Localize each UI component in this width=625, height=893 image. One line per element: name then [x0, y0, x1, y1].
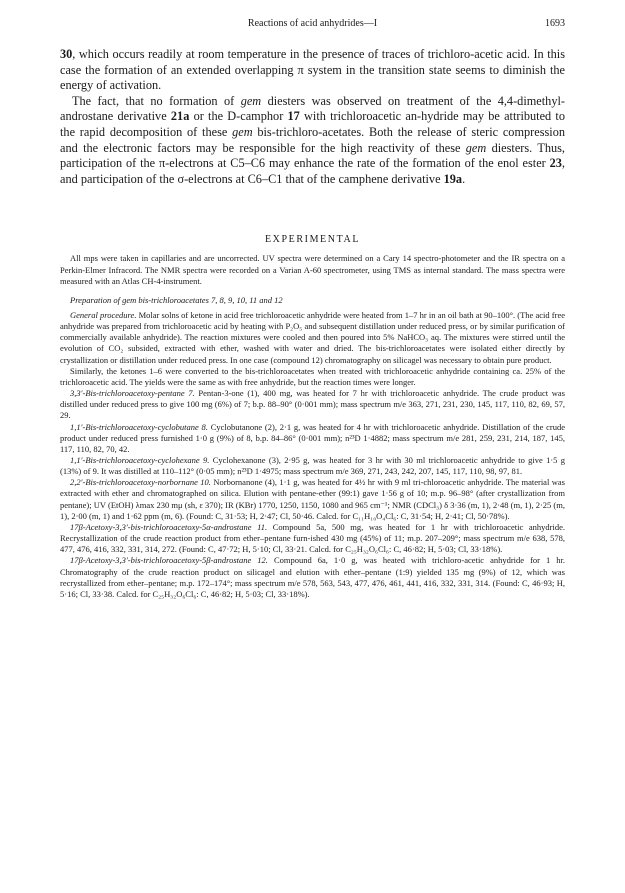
compound-ref: 21a	[170, 109, 190, 124]
section-heading-experimental: EXPERIMENTAL	[264, 234, 361, 246]
general-procedure: General procedure. Molar solns of ketone in acid free trichloroacetic anhydride were heated from 1–7 hr in an oil bath at 90–100°. (The acid free anhydride was prepared from trichloroacetic acid by heating with P₂O₅ and subsequent distillation under reduced press, or by similar purification of commercially available anhydride). The reaction mixtures were cooled and then poured into 5% NaHCO₃ aq. The mixtures were stirred until the evolution of CO₂ subsided, extracted with ether, washed with water and dried. The bis-trichloroacetates were isolated either directly by crystallization or distillation under reduced press. In one case (compound 12) chromatography on silicagel was necessary to obtain pure product.	[60, 309, 566, 365]
compound-ref: 17	[287, 109, 300, 124]
compound-ref: 30	[60, 47, 73, 61]
paragraph-continuation: 30, which occurs readily at room temperature in the presence of traces of trichloro-acetic acid. In this case the formation of an extended overlapping π system in the transition state seems to diminish the energy of activation.	[60, 47, 565, 93]
compound-7-entry: 3,3′-Bis-trichloroacetoxy-pentane 7. Pentan-3-one (1), 400 mg, was heated for 7 hr with trichloroacetic anhydride. The crude product was distilled under reduced press to give 100 mg (6%) of 7; b.p. 88–90° (0·001 mm); mass spectrum m/e 363, 271, 231, 230, 145, 117, 110, 82, 69, 57, 29.	[60, 388, 565, 421]
compound-ref: 23	[549, 156, 562, 171]
compound-10-entry: 2,2′-Bis-trichloroacetoxy-norbornane 10. Norbornanone (4), 1·1 g, was heated for 4½ hr with 9 ml tri-chloroacetic anhydride. The material was extracted with ether and chromatographed on silica. Elution with pentane-ether (99:1) gave 1·56 g of 10; m.p. 96–98° (after crystallization from pentane); UV (EtOH) λmax 230 mμ (sh, ε 370); IR (KBr) 1770, 1250, 1150, 1080 and 965 cm⁻¹; NMR (CDCl₃) δ 3·36 (m, 1), 2·48 (m, 1), 2·25 (m, 1), 2·00 (m, 1) and 1·62 ppm (m, 6). (Found: C, 31·53; H, 2·47; Cl, 50·46. Calcd. for C₁₁H₁₀O₄Cl₆: C, 31·54; H, 2·41; Cl, 50·78%).	[60, 477, 565, 521]
compound-11-entry: 17β-Acetoxy-3,3′-bis-trichloroacetoxy-5α-androstane 11. Compound 5a, 500 mg, was heated for 1 hr with trichloroacetic anhydride. Recrystallization of the crude reaction product from ether–pentane furn-ished 430 mg (45%) of 11; m.p. 207–209°; mass spectrum m/e 638, 578, 477, 476, 416, 332, 331, 314, 272. (Found: C, 47·72; H, 5·10; Cl, 33·21. Calcd. for C₂₅H₃₂O₆Cl₆: C, 46·82; H, 5·03; Cl, 33·18%).	[60, 521, 565, 555]
running-title: Reactions of acid anhydrides—I	[247, 18, 378, 29]
page-body	[60, 47, 565, 600]
similarly-paragraph: Similarly, the ketones 1–6 were converted to the bis-trichloroacetates when treated with trichloroacetic anhydride containing ca. 25% of the trichloroacetic acid. The yields were the same as with free anhydride, but the reaction times were longer.	[60, 365, 565, 387]
general-methods: All mps were taken in capillaries and are uncorrected. UV spectra were determined on a Cary 14 spectro-photometer and the IR spectra on a Perkin-Elmer Infracord. The NMR spectra were recorded on a Varian A-60 spectrometer, using TMS as internal standard. The mass spectra were measured with an Atlas CH-4-instrument.	[60, 253, 565, 286]
compound-ref: 19a	[443, 171, 463, 186]
compound-9-entry: 1,1′-Bis-trichloroacetoxy-cyclohexane 9. Cyclohexanone (3), 2·95 g, was heated for 3 hr with 30 ml trichloroacetic anhydride to give 1·5 g (13%) of 9. It was distilled at 110–112° (0·05 mm); n²³D 1·4975; mass spectrum m/e 369, 271, 243, 242, 207, 145, 117, 110, 98, 97, 81.	[60, 455, 565, 477]
running-header	[60, 18, 565, 32]
compound-8-entry: 1,1′-Bis-trichloroacetoxy-cyclobutane 8. Cyclobutanone (2), 2·1 g, was heated for 4 hr with trichloroacetic anhydride. Distillation of the crude product under reduced press furnished 1·0 g (9%) of 8, b.p. 84–86° (0·001 mm); n²³D 1·4882; mass spectrum m/e 281, 259, 231, 214, 187, 145, 117, 110, 82, 70, 42.	[60, 421, 566, 454]
page-number: 1693	[545, 18, 565, 29]
discussion-text	[60, 47, 565, 187]
paragraph-gem-diesters: The fact, that no formation of gem diesters was observed on treatment of the 4,4-dimethyl-androstane derivative 21a or the D-camphor 17 with trichloroacetic an-hydride may be attributed to the rapid decomposition of these gem bis-trichloro-acetates. Both the release of steric compression and the electronic factors may be responsible for the high reactivity of these gem diesters. Thus, participation of the π-electrons at C5–C6 may enhance the rate of the formation of the enol ester 23, and participation of the σ-electrons at C6–C1 that of the camphene derivative 19a.	[60, 93, 565, 186]
compound-12-entry: 17β-Acetoxy-3,3′-bis-trichloroacetoxy-5β-androstane 12. Compound 6a, 1·0 g, was heated with trichloro-acetic anhydride for 1 hr. Chromatography of the crude reaction product on silicagel and elution with ether–pentane (1:9) yielded 135 mg (9%) of 12, which was recrystallized from ether–pentane; m.p. 172–174°; mass spectrum m/e 578, 563, 543, 477, 476, 461, 441, 416, 332, 331, 314. (Found: C, 46·93; H, 5·16; Cl, 33·38. Calcd. for C₂₅H₃₂O₆Cl₆: C, 46·82; H, 5·03; Cl, 33·18%).	[60, 555, 565, 599]
subsection-title: Preparation of gem bis-trichloroacetates 7, 8, 9, 10, 11 and 12	[70, 294, 283, 305]
experimental-text	[60, 253, 565, 600]
